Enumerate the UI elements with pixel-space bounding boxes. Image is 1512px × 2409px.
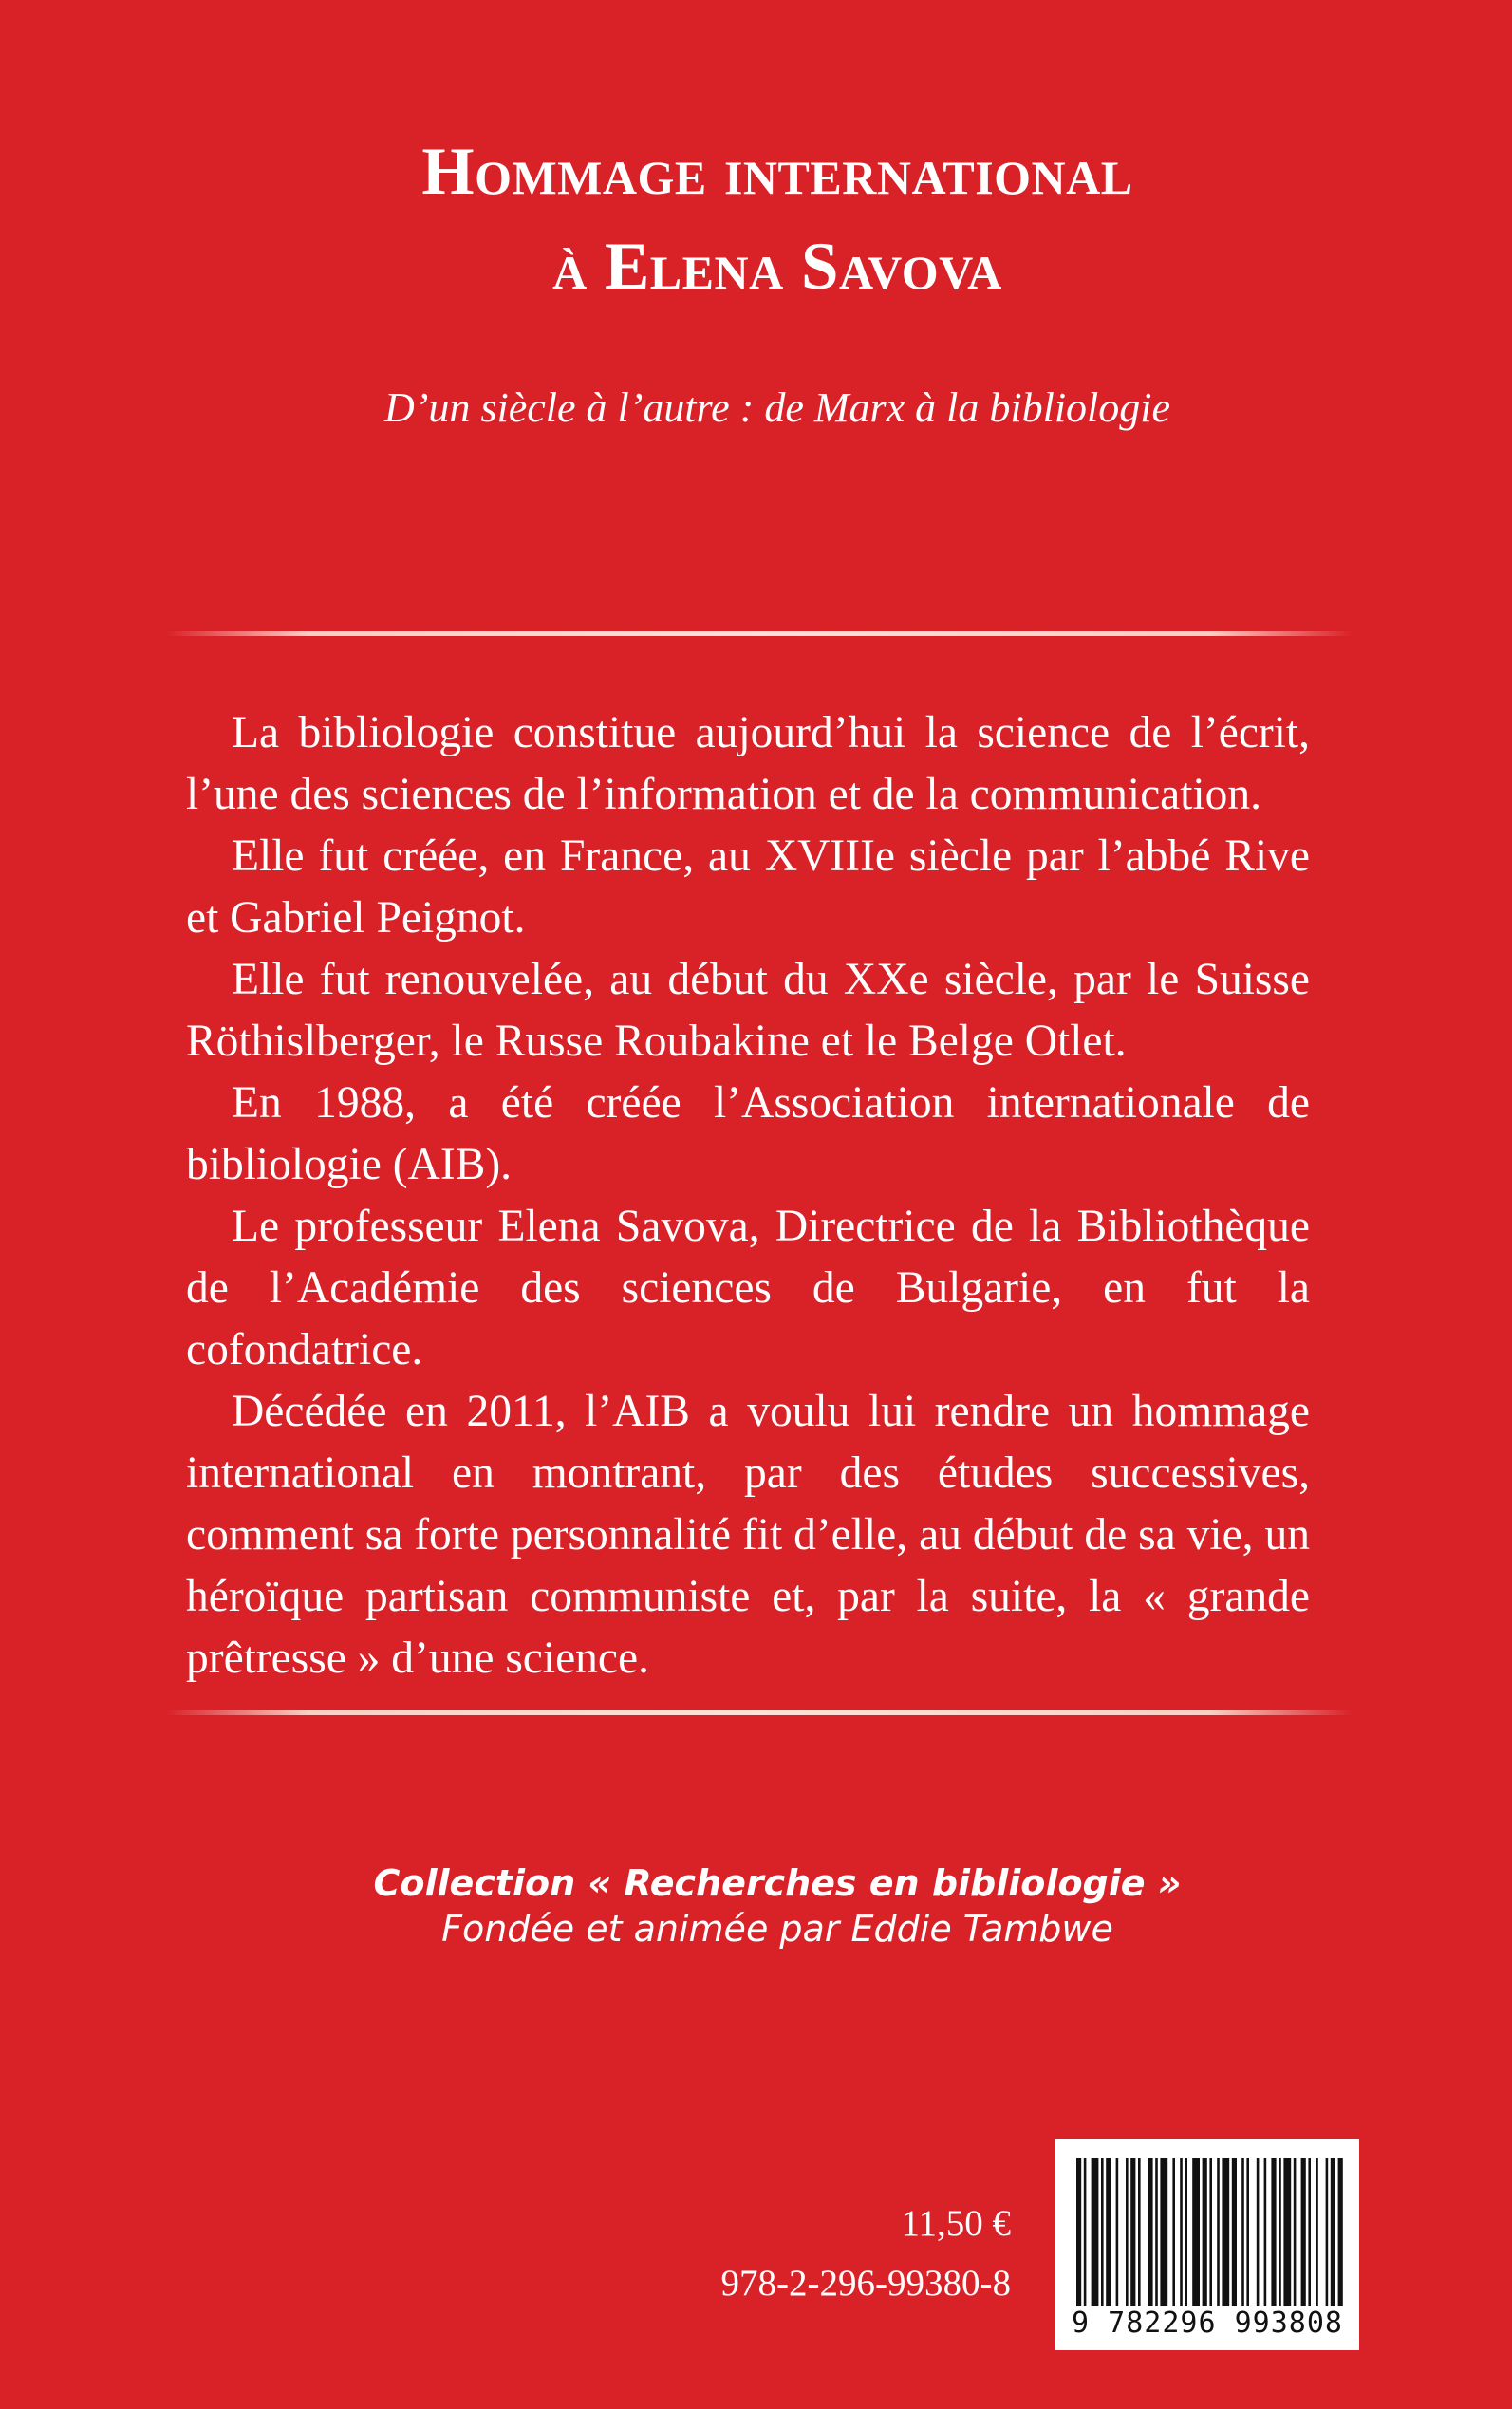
barcode bbox=[1055, 2139, 1359, 2350]
book-subtitle: D’un siècle à l’autre : de Marx à la bibliologie bbox=[383, 384, 1171, 431]
blurb-text bbox=[186, 702, 1310, 1690]
blurb-paragraph: Elle fut renouvelée, au début du XXe siècle, par le Suisse Röthislberger, le Russe Roubakine et le Belge Otlet. bbox=[186, 955, 1310, 1066]
collection-editor: Fondée et animée par Eddie Tambwe bbox=[441, 1908, 1113, 1950]
barcode-digits: 9 782296 993808 bbox=[1055, 2306, 1359, 2340]
blurb-paragraph: Le professeur Elena Savova, Directrice de la Bibliothèque de l’Académie des sciences de Bulgarie, en fut la cofondatrice. bbox=[186, 1202, 1310, 1374]
blurb-paragraph: En 1988, a été créée l’Association internationale de bibliologie (AIB). bbox=[186, 1078, 1310, 1189]
book-title-line-1: Hommage international bbox=[421, 135, 1133, 209]
blurb-paragraph: Décédée en 2011, l’AIB a voulu lui rendre un hommage international en montrant, par des études successives, comment sa forte personnalité fit d’elle, au début de sa vie, un héroïque partisan communiste et, par la suite, la « grande prêtresse » d’une science. bbox=[186, 1387, 1310, 1683]
collection-info bbox=[0, 1860, 1512, 1951]
price-label: 11,50 € bbox=[901, 2203, 1011, 2244]
blurb-paragraph: Elle fut créée, en France, au XVIIIe siècle par l’abbé Rive et Gabriel Peignot. bbox=[186, 831, 1310, 943]
book-title-line-2: à Elena Savova bbox=[552, 230, 1002, 304]
top-divider bbox=[166, 631, 1353, 636]
blurb-paragraph: La bibliologie constitue aujourd’hui la science de l’écrit, l’une des sciences de l’information et de la communication. bbox=[186, 708, 1310, 819]
isbn-label: 978-2-296-99380-8 bbox=[720, 2263, 1011, 2304]
bottom-divider bbox=[166, 1710, 1353, 1715]
collection-name: Collection « Recherches en bibliologie » bbox=[373, 1862, 1182, 1904]
